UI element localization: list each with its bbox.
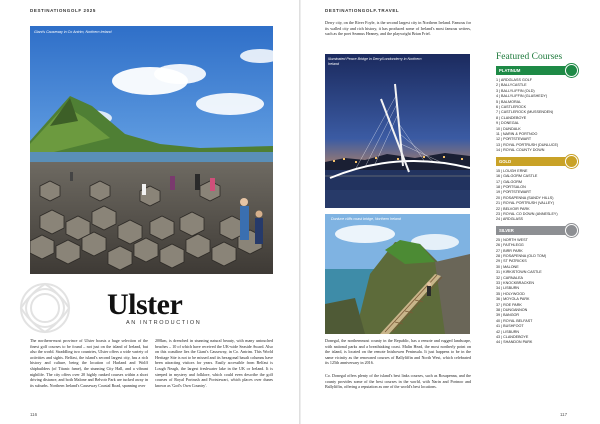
course-item: 19 | PORTSTEWART xyxy=(496,190,532,195)
gold-course-list xyxy=(496,169,576,223)
course-item: 3 | BALLYLIFFIN (OLD) xyxy=(496,88,535,93)
dunluce-cliffs-photo xyxy=(325,214,470,334)
left-body-column-2: 200km, is drenched in stunning natural beauty, with many untouched beaches – 10 of which have received the UK-wide Seaside Award. Also on this coastline lies the Giant's Causeway, in Co. Antrim. This World Heritage Site is not to be missed and its hexagonal basalt columns have been attracting visitors for years. Easily accessible from Belfast is Lough Neagh, the largest freshwater lake in the UK or Ireland. It is steeped in mystery and folklore, which could even describe the golf courses of Royal Portrush and Portstewart, which places over dunes known as 'God's Own Country'. xyxy=(155,338,273,388)
right-intro-text: Derry city, on the River Foyle, is the second largest city in Northern Ireland. Famous for its walled city and rich history, it has produced some of Ireland's most famous writers, such as the poet Seamus Heaney, and the playwright Brian Friel. xyxy=(325,20,471,37)
section-subtitle: AN INTRODUCTION xyxy=(126,320,202,326)
celtic-knot-watermark xyxy=(0,270,95,340)
course-item: 5 | BALMORAL xyxy=(496,99,522,104)
giants-causeway-photo xyxy=(30,26,273,274)
course-item: 20 | ROSAPENNA (SANDY HILLS) xyxy=(496,195,554,200)
gold-badge-icon xyxy=(565,155,578,168)
course-item: 31 | KIRKISTOWN CASTLE xyxy=(496,270,542,275)
course-item: 16 | GALGORM CASTLE xyxy=(496,174,538,179)
silver-badge-icon xyxy=(565,224,578,237)
left-page-header: DESTINATIONGOLF 2025 xyxy=(30,8,96,13)
gold-band: GOLD xyxy=(496,157,576,166)
course-item: 28 | ROSAPENNA (OLD TOM) xyxy=(496,253,547,258)
course-item: 15 | LOUGH ERNE xyxy=(496,168,528,173)
course-item: 36 | MOYOLA PARK xyxy=(496,297,530,302)
course-item: 9 | DONEGAL xyxy=(496,121,520,126)
course-item: 23 | ROYAL CO DOWN (ANNESLEY) xyxy=(496,211,558,216)
course-item: 27 | BIRR PARK xyxy=(496,248,523,253)
platinum-tier xyxy=(496,66,576,154)
course-item: 33 | KNOCKBRACKEN xyxy=(496,281,535,285)
course-item: 21 | ROYAL PORTRUSH (VALLEY) xyxy=(496,201,554,206)
course-item: 35 | HOLYWOOD xyxy=(496,291,525,296)
featured-courses-title: Featured Courses xyxy=(496,52,563,62)
course-item: 41 | BUSHFOOT xyxy=(496,324,524,329)
course-item: 44 | SHANDON PARK xyxy=(496,340,533,345)
course-item: 38 | DUNGANNON xyxy=(496,308,528,313)
photo-caption: Illuminated Peace Bridge in Derry/Londonderry in Northern Ireland xyxy=(328,57,422,66)
course-item: 22 | BELVOIR PARK xyxy=(496,206,530,211)
course-item: 2 | BALLYCASTLE xyxy=(496,83,527,88)
gold-tier xyxy=(496,157,576,223)
silver-tier xyxy=(496,226,576,346)
platinum-course-list xyxy=(496,78,576,154)
course-item: 43 | CLANDEBOYE xyxy=(496,335,529,340)
course-item: 18 | PORTSALON xyxy=(496,184,526,189)
silver-band: SILVER xyxy=(496,226,576,235)
platinum-band: PLATINUM xyxy=(496,66,576,75)
course-item: 32 | CARNALEA xyxy=(496,275,523,280)
course-item: 10 | DUNDALK xyxy=(496,126,521,131)
photo-caption: Giant's Causeway in Co Antrim, Northern Ireland xyxy=(34,30,112,34)
course-item: 26 | FAITHLEGG xyxy=(496,243,524,248)
course-item: 37 | ROE PARK xyxy=(496,302,522,307)
course-item: 34 | LISBURN xyxy=(496,286,520,291)
platinum-badge-icon xyxy=(565,64,578,77)
silver-course-list xyxy=(496,238,576,346)
photo-caption: Dunluce cliffs coast bridge, Northern Ireland xyxy=(331,217,401,221)
course-item: 42 | LISBURN xyxy=(496,329,520,334)
course-item: 7 | CASTLEROCK (MUSSENDEN) xyxy=(496,110,554,115)
course-item: 11 | NARIN & PORTNOO xyxy=(496,132,538,137)
course-item: 6 | CASTLEROCK xyxy=(496,105,527,110)
right-body-column-1: Donegal, the northernmost county in the Republic, has a remote and rugged landscape, with national parks and a breathtaking coast. Malin Head, the most northerly point on the island, is located on the remote Inishowen Peninsula. It just happens to be in the same vicinity as the renowned courses of Ballyliffin and North West, which celebrated its 125th anniversary in 2016. xyxy=(325,338,471,366)
course-item: 1 | ARDGLASS GOLF xyxy=(496,78,533,82)
course-item: 24 | ARDGLASS xyxy=(496,217,523,222)
left-page-number: 116 xyxy=(30,412,38,417)
right-page-number: 117 xyxy=(560,412,568,417)
course-item: 29 | ST PATRICKS xyxy=(496,259,527,264)
course-item: 40 | ROYAL BELFAST xyxy=(496,318,533,323)
course-item: 17 | GALGORM xyxy=(496,179,522,184)
course-item: 39 | BANGOR xyxy=(496,313,520,318)
course-item: 12 | PORTSTEWART xyxy=(496,137,532,142)
course-item: 25 | NORTH WEST xyxy=(496,237,528,242)
right-page-header: DESTINATIONGOLF.TRAVEL xyxy=(325,8,400,13)
peace-bridge-photo xyxy=(325,54,470,208)
featured-courses-panel xyxy=(496,52,576,346)
course-item: 4 | BALLYLIFFIN (GLASHEDY) xyxy=(496,94,548,99)
course-item: 8 | CLANDEBOYE xyxy=(496,115,527,120)
course-item: 30 | MALONE xyxy=(496,264,519,269)
dunluce-cliffs-illustration xyxy=(325,214,470,334)
section-title: Ulster xyxy=(107,288,183,321)
right-body-column-2: Co. Donegal offers plenty of the island's best links courses, such as Rosapenna, and the county provides some of the best courses in the world, with Narin and Portnoo and Ballyliffin, offering a reputation as one of the world's best locations. xyxy=(325,373,471,390)
peace-bridge-illustration xyxy=(325,54,470,208)
giants-causeway-illustration xyxy=(30,26,273,274)
course-item: 14 | ROYAL COUNTY DOWN xyxy=(496,148,545,153)
left-body-column-1: The northern-most province of Ulster boasts a huge selection of the finest golf courses to be found – not just on the island of Ireland, but also the world. Straddling two countries, Ulster offers a wide variety of activities and sights. Belfast, the island's second largest city, has a rich history and culture, being the location of Harland and Wolff shipbuilders (of Titanic fame), the stunning City Hall, and a vibrant nightlife. The city offers over 20 highly ranked courses within a short driving distance, and both Malone and Belvoir Park are tucked away in its suburbs. Northern Ireland's Causeway Coastal Road, spanning over xyxy=(30,338,148,388)
course-item: 13 | ROYAL PORTRUSH (DUNLUCE) xyxy=(496,142,559,147)
page-gutter xyxy=(299,0,301,424)
